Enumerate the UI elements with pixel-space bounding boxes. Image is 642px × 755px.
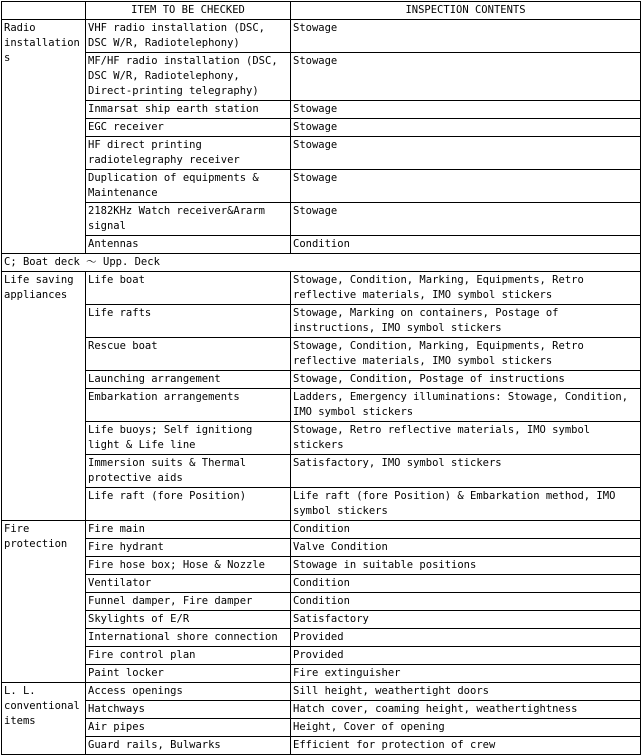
table-row <box>2 521 641 539</box>
content-cell: Condition <box>291 521 641 539</box>
table-row <box>2 389 641 422</box>
content-cell: Stowage <box>291 119 641 137</box>
item-cell: Life raft (fore Position) <box>86 488 291 521</box>
group-cell: L. L. conventional items <box>2 683 86 755</box>
item-cell: Fire control plan <box>86 647 291 665</box>
header-blank <box>2 2 86 20</box>
content-cell: Sill height, weathertight doors <box>291 683 641 701</box>
table-row <box>2 119 641 137</box>
group-cell: Fire protection <box>2 521 86 683</box>
content-cell: Satisfactory <box>291 611 641 629</box>
table-row <box>2 557 641 575</box>
item-cell: International shore connection <box>86 629 291 647</box>
item-cell: Air pipes <box>86 719 291 737</box>
item-cell: Guard rails, Bulwarks <box>86 737 291 755</box>
table-row <box>2 629 641 647</box>
table-row <box>2 701 641 719</box>
table-row <box>2 737 641 755</box>
table-row <box>2 455 641 488</box>
table-row <box>2 593 641 611</box>
group-cell: Radio installations <box>2 20 86 254</box>
item-cell: Fire hose box; Hose & Nozzle <box>86 557 291 575</box>
item-cell: 2182KHz Watch receiver&Ararm signal <box>86 203 291 236</box>
item-cell: Paint locker <box>86 665 291 683</box>
item-cell: Life boat <box>86 272 291 305</box>
table-row <box>2 488 641 521</box>
item-cell: Skylights of E/R <box>86 611 291 629</box>
content-cell: Stowage, Marking on containers, Postage of instructions, IMO symbol stickers <box>291 305 641 338</box>
item-cell: Ventilator <box>86 575 291 593</box>
table-row <box>2 665 641 683</box>
inspection-table <box>1 1 641 755</box>
content-cell: Ladders, Emergency illuminations: Stowage, Condition, IMO symbol stickers <box>291 389 641 422</box>
item-cell: Funnel damper, Fire damper <box>86 593 291 611</box>
item-cell: Rescue boat <box>86 338 291 371</box>
table-row <box>2 539 641 557</box>
table-row <box>2 272 641 305</box>
item-cell: Antennas <box>86 236 291 254</box>
table-row <box>2 236 641 254</box>
item-cell: VHF radio installation (DSC, DSC W/R, Radiotelephony) <box>86 20 291 53</box>
table-row <box>2 647 641 665</box>
item-cell: Fire hydrant <box>86 539 291 557</box>
table-body <box>2 20 641 755</box>
table-row <box>2 371 641 389</box>
item-cell: Hatchways <box>86 701 291 719</box>
content-cell: Valve Condition <box>291 539 641 557</box>
table-row <box>2 305 641 338</box>
item-cell: Life buoys; Self ignitiong light & Life line <box>86 422 291 455</box>
content-cell: Efficient for protection of crew <box>291 737 641 755</box>
item-cell: Fire main <box>86 521 291 539</box>
table-row <box>2 20 641 53</box>
header-row <box>2 2 641 20</box>
table-row <box>2 719 641 737</box>
content-cell: Condition <box>291 575 641 593</box>
content-cell: Stowage, Condition, Marking, Equipments, Retro reflective materials, IMO symbol stickers <box>291 338 641 371</box>
content-cell: Life raft (fore Position) & Embarkation method, IMO symbol stickers <box>291 488 641 521</box>
section-band: C; Boat deck ～ Upp. Deck <box>2 254 641 272</box>
item-cell: MF/HF radio installation (DSC, DSC W/R, Radiotelephony, Direct-printing telegraphy) <box>86 53 291 101</box>
table-row <box>2 53 641 101</box>
item-cell: Life rafts <box>86 305 291 338</box>
content-cell: Condition <box>291 236 641 254</box>
content-cell: Stowage, Retro reflective materials, IMO symbol stickers <box>291 422 641 455</box>
item-cell: HF direct printing radiotelegraphy receiver <box>86 137 291 170</box>
content-cell: Stowage <box>291 20 641 53</box>
table-row <box>2 203 641 236</box>
table-row <box>2 137 641 170</box>
table-row <box>2 338 641 371</box>
item-cell: Duplication of equipments & Maintenance <box>86 170 291 203</box>
table-row <box>2 170 641 203</box>
section-band-row <box>2 254 641 272</box>
content-cell: Fire extinguisher <box>291 665 641 683</box>
content-cell: Stowage <box>291 137 641 170</box>
header-contents: INSPECTION CONTENTS <box>291 2 641 20</box>
item-cell: Inmarsat ship earth station <box>86 101 291 119</box>
content-cell: Stowage <box>291 101 641 119</box>
content-cell: Stowage in suitable positions <box>291 557 641 575</box>
content-cell: Stowage, Condition, Marking, Equipments, Retro reflective materials, IMO symbol stickers <box>291 272 641 305</box>
content-cell: Hatch cover, coaming height, weathertightness <box>291 701 641 719</box>
table-row <box>2 575 641 593</box>
content-cell: Condition <box>291 593 641 611</box>
content-cell: Stowage, Condition, Postage of instructions <box>291 371 641 389</box>
header-item: ITEM TO BE CHECKED <box>86 2 291 20</box>
item-cell: Embarkation arrangements <box>86 389 291 422</box>
item-cell: Immersion suits & Thermal protective aids <box>86 455 291 488</box>
content-cell: Satisfactory, IMO symbol stickers <box>291 455 641 488</box>
content-cell: Stowage <box>291 203 641 236</box>
item-cell: Launching arrangement <box>86 371 291 389</box>
table-row <box>2 683 641 701</box>
content-cell: Stowage <box>291 53 641 101</box>
content-cell: Height, Cover of opening <box>291 719 641 737</box>
table-row <box>2 422 641 455</box>
content-cell: Stowage <box>291 170 641 203</box>
table-row <box>2 101 641 119</box>
table-row <box>2 611 641 629</box>
group-cell: Life saving appliances <box>2 272 86 521</box>
content-cell: Provided <box>291 629 641 647</box>
item-cell: Access openings <box>86 683 291 701</box>
item-cell: EGC receiver <box>86 119 291 137</box>
content-cell: Provided <box>291 647 641 665</box>
